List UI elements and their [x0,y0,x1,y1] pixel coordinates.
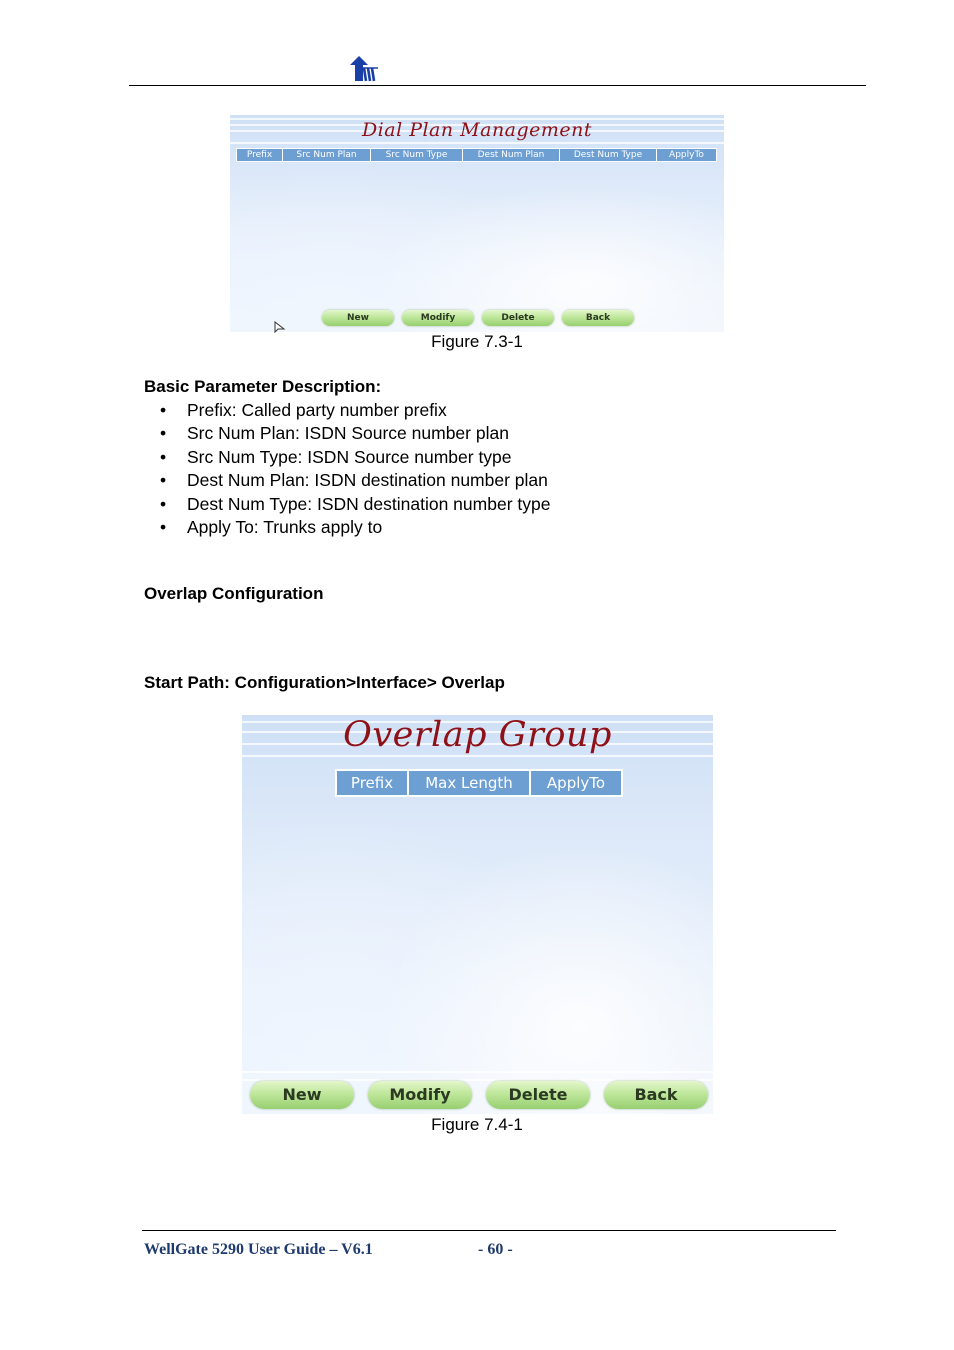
dial-plan-table-header [236,148,717,162]
company-logo-icon [349,56,379,82]
figure-caption-2: Figure 7.4-1 [431,1115,523,1134]
column-src-num-plan: Src Num Plan [283,149,371,161]
column-src-num-type: Src Num Type [371,149,463,161]
column-apply-to: ApplyTo [657,149,716,161]
modify-button[interactable]: Modify [402,310,474,326]
delete-button[interactable]: Delete [486,1081,590,1109]
new-button[interactable]: New [322,310,394,326]
header-rule [129,85,866,86]
overlap-group-screenshot [242,715,713,1114]
back-button[interactable]: Back [604,1081,708,1109]
dial-plan-title: Dial Plan Management [361,119,593,141]
list-item: • Prefix: Called party number prefix [160,399,550,422]
new-button[interactable]: New [250,1081,354,1109]
delete-button[interactable]: Delete [482,310,554,326]
column-prefix: Prefix [337,771,409,795]
parameter-list [160,399,550,539]
figure-caption-1: Figure 7.3-1 [431,332,523,351]
dial-plan-screenshot [230,115,724,332]
list-item: • Dest Num Plan: ISDN destination number plan [160,469,550,492]
overlap-group-title: Overlap Group [343,715,612,755]
modify-button[interactable]: Modify [368,1081,472,1109]
overlap-configuration-heading: Overlap Configuration [144,584,324,603]
footer-rule [142,1230,836,1231]
footer-page-number: - 60 - [478,1241,513,1258]
list-item: • Apply To: Trunks apply to [160,516,550,539]
list-item: • Dest Num Type: ISDN destination number type [160,493,550,516]
list-item: • Src Num Plan: ISDN Source number plan [160,422,550,445]
column-prefix: Prefix [237,149,283,161]
footer-guide-title: WellGate 5290 User Guide – V6.1 [144,1241,373,1258]
column-dest-num-plan: Dest Num Plan [463,149,560,161]
start-path-text: Start Path: Configuration>Interface> Overlap [144,673,505,692]
column-max-length: Max Length [409,771,531,795]
basic-parameter-heading: Basic Parameter Description: [144,377,382,396]
column-dest-num-type: Dest Num Type [560,149,657,161]
overlap-table-header [335,769,623,797]
column-apply-to: ApplyTo [531,771,621,795]
list-item: • Src Num Type: ISDN Source number type [160,446,550,469]
back-button[interactable]: Back [562,310,634,326]
